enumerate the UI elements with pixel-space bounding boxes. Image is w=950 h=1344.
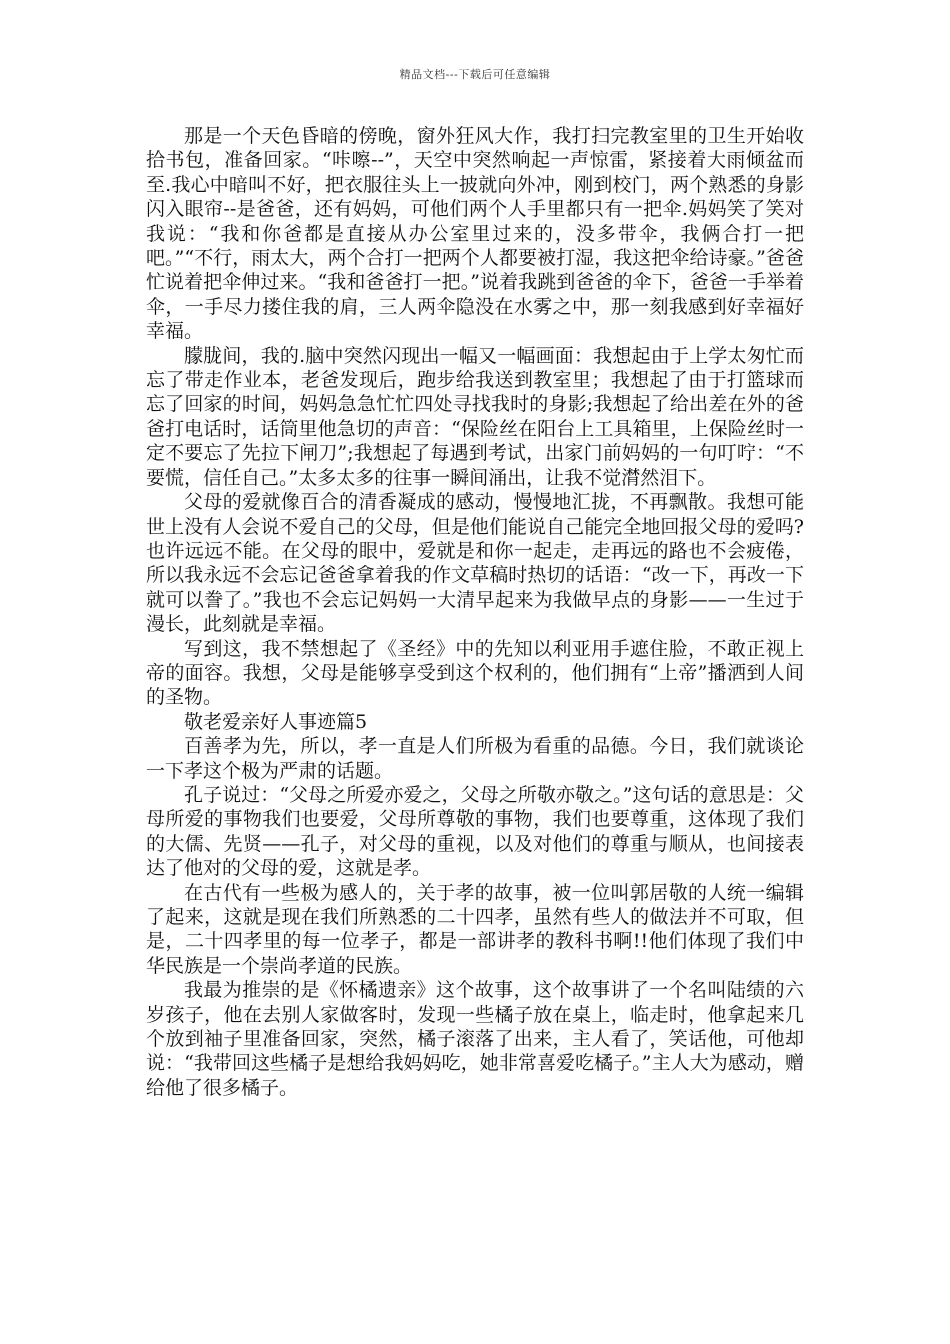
section-heading: 敬老爱亲好人事迹篇5 [184, 710, 368, 733]
document-body [146, 124, 804, 1100]
paragraph-3: 父母的爱就像百合的清香凝成的感动，慢慢地汇拢，不再飘散。我想可能世上没有人会说不爱自己的父母，但是他们能说自己能完全地回报父母的爱吗?也许远远不能。在父母的眼中，爱就是和你一起走，走再远的路也不会疲倦，所以我永远不会忘记爸爸拿着我的作文草稿时热切的话语：“改一下，再改一下就可以誊了。”我也不会忘记妈妈一大清早起来为我做早点的身影——一生过于漫长，此刻就是幸福。 [146, 491, 804, 636]
paragraph-2: 朦胧间，我的.脑中突然闪现出一幅又一幅画面：我想起由于上学太匆忙而忘了带走作业本，老爸发现后，跑步给我送到教室里；我想起了由于打篮球而忘了回家的时间，妈妈急急忙忙四处寻找我时的身影;我想起了给出差在外的爸爸打电话时，话筒里他急切的声音：“保险丝在阳台上工具箱里，上保险丝时一定不要忘了先拉下闸刀”;我想起了每遇到考试，出家门前妈妈的一句叮咛：“不要慌，信任自己。”太多太多的往事一瞬间涌出，让我不觉潸然泪下。 [146, 344, 804, 489]
paragraph-1: 那是一个天色昏暗的傍晚，窗外狂风大作，我打扫完教室里的卫生开始收拾书包，准备回家。“咔嚓--”，天空中突然响起一声惊雷，紧接着大雨倾盆而至.我心中暗叫不好，把衣服往头上一披就向外冲，刚到校门，两个熟悉的身影闪入眼帘--是爸爸，还有妈妈，可他们两个人手里都只有一把伞.妈妈笑了笑对我说：“我和你爸都是直接从办公室里过来的，没多带伞，我俩合打一把吧。”“不行，雨太大，两个合打一把两个人都要被打湿，我这把伞给诗豪。”爸爸忙说着把伞伸过来。“我和爸爸打一把。”说着我跳到爸爸的伞下，爸爸一手举着伞，一手尽力搂住我的肩，三人两伞隐没在水雾之中，那一刻我感到好幸福好幸福。 [146, 125, 804, 343]
paragraph-4: 写到这，我不禁想起了《圣经》中的先知以利亚用手遮住脸，不敢正视上帝的面容。我想，父母是能够享受到这个权利的，他们拥有“上帝”播洒到人间的圣物。 [146, 637, 804, 709]
paragraph-8: 我最为推崇的是《怀橘遗亲》这个故事，这个故事讲了一个名叫陆绩的六岁孩子，他在去别人家做客时，发现一些橘子放在桌上，临走时，他拿起来几个放到袖子里准备回家，突然，橘子滚落了出来，主人看了，笑话他，可他却说：“我带回这些橘子是想给我妈妈吃，她非常喜爱吃橘子。”主人大为感动，赠给他了很多橘子。 [146, 979, 804, 1099]
page-header: 精品文档---下载后可任意编辑 [399, 68, 551, 81]
paragraph-6: 孔子说过：“父母之所爱亦爱之，父母之所敬亦敬之。”这句话的意思是：父母所爱的事物我们也要爱，父母所尊敬的事物，我们也要尊重，这体现了我们的大儒、先贤——孔子，对父母的重视，以及对他们的尊重与顺从，也间接表达了他对的父母的爱，这就是孝。 [146, 783, 804, 880]
paragraph-7: 在古代有一些极为感人的，关于孝的故事，被一位叫郭居敬的人统一编辑了起来，这就是现在我们所熟悉的二十四孝，虽然有些人的做法并不可取，但是，二十四孝里的每一位孝子，都是一部讲孝的教科书啊!!他们体现了我们中华民族是一个崇尚孝道的民族。 [146, 881, 804, 977]
paragraph-5: 百善孝为先，所以，孝一直是人们所极为看重的品德。今日，我们就谈论一下孝这个极为严肃的话题。 [146, 735, 804, 782]
